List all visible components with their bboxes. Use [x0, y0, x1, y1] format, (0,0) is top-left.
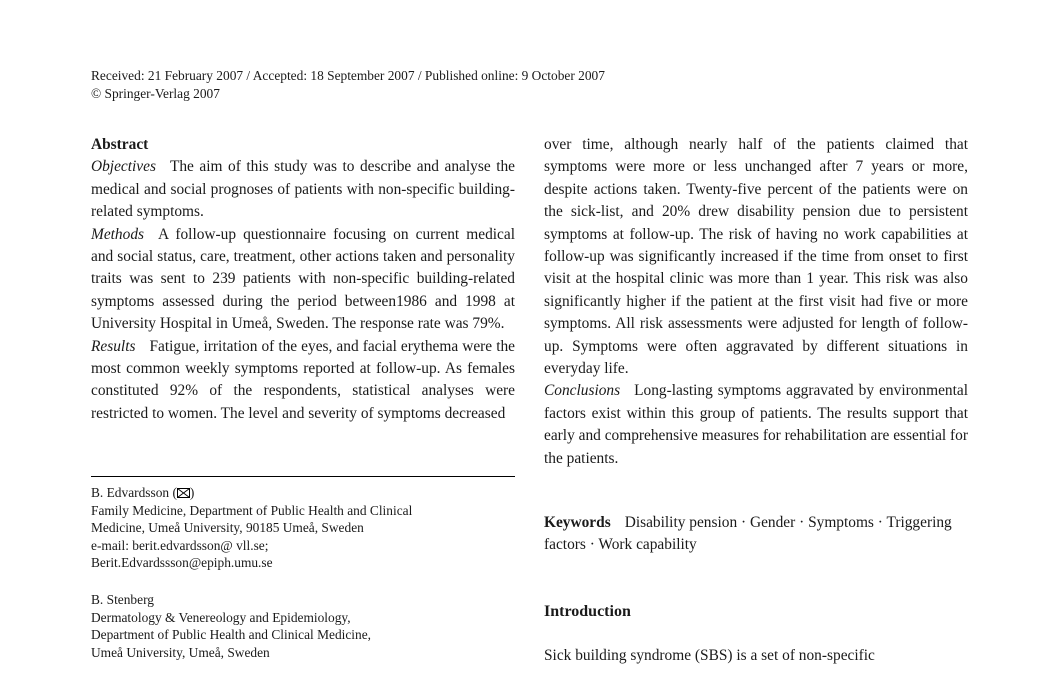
publication-dates: Received: 21 February 2007 / Accepted: 18 September 2007 / Published online: 9 October 2007	[91, 68, 605, 83]
author1-name: B. Edvardsson ( )	[91, 485, 195, 500]
publication-meta	[91, 67, 605, 103]
introduction-heading: Introduction	[544, 603, 631, 620]
author2-line-2: Department of Public Health and Clinical Medicine,	[91, 627, 372, 643]
abstract-heading: Abstract	[91, 136, 149, 153]
objectives-label: Objectives	[91, 158, 156, 176]
author1-email-1[interactable]: e-mail: berit.edvardsson@ vll.se;	[91, 537, 269, 553]
envelope-icon[interactable]	[177, 488, 190, 498]
author1-dept-2: Medicine, Umeå University, 90185 Umeå, Sweden	[91, 520, 364, 536]
keywords	[544, 512, 968, 557]
results-label: Results	[91, 337, 136, 355]
author1-dept: Family Medicine, Department of Public Health and Clinical	[91, 502, 413, 518]
abstract-objectives	[91, 156, 515, 223]
abstract-right-column	[544, 134, 968, 470]
conclusions-text: Long-lasting symptoms aggravated by environmental factors exist within this group of patients. The results support that early and comprehensive measures for rehabilitation are essential for the patients.	[544, 382, 968, 467]
introduction-first-line: Sick building syndrome (SBS) is a set of non-specific	[544, 647, 875, 664]
keywords-label: Keywords	[544, 514, 611, 531]
abstract-left-column	[91, 134, 515, 425]
abstract-conclusions	[544, 380, 968, 470]
results-text: Fatigue, irritation of the eyes, and facial erythema were the most common weekly symptoms reported at follow-up. As females constituted 92% of the respondents, statistical analyses were restricted to women. The level and severity of symptoms decreased	[91, 337, 515, 422]
author1-affiliation	[91, 484, 515, 572]
keywords-text: Disability pension · Gender · Symptoms · Triggering factors · Work capability	[544, 514, 952, 554]
author2-name: B. Stenberg	[91, 592, 154, 607]
author1-email-2[interactable]: Berit.Edvardssson@epiph.umu.se	[91, 555, 273, 571]
abstract-methods	[91, 224, 515, 336]
results-text-continued: over time, although nearly half of the patients claimed that symptoms were more or less unchanged after 7 years or more, despite actions taken. Twenty-five percent of the patients were on the sick-list, and 20% drew disability pension due to persistent symptoms at follow-up. The risk of having no work capabilities at follow-up was significantly increased if the time from onset to first visit at the hospital clinic was more than 1 year. This risk was also significantly higher if the patient at the first visit had five or more symptoms. All risk assessments were adjusted for length of follow-up. Symptoms were often aggravated by different situations in everyday life.	[544, 136, 968, 378]
author2-affiliation	[91, 591, 515, 661]
methods-text: A follow-up questionnaire focusing on current medical and social status, care, treatment, other actions taken and personality traits was sent to 239 patients with non-specific building-related symptoms assessed during the period between1986 and 1998 at University Hospital in Umeå, Sweden. The response rate was 79%.	[91, 225, 515, 333]
author2-line-1: Dermatology & Venereology and Epidemiology,	[91, 609, 351, 625]
methods-label: Methods	[91, 225, 145, 243]
objectives-text: The aim of this study was to describe and analyse the medical and social prognoses of patients with non-specific building-related symptoms.	[91, 158, 515, 221]
footnote-divider	[91, 476, 515, 477]
abstract-results	[91, 336, 515, 426]
author2-line-3: Umeå University, Umeå, Sweden	[91, 644, 270, 660]
conclusions-label: Conclusions	[544, 382, 621, 400]
copyright: © Springer-Verlag 2007	[91, 86, 220, 101]
